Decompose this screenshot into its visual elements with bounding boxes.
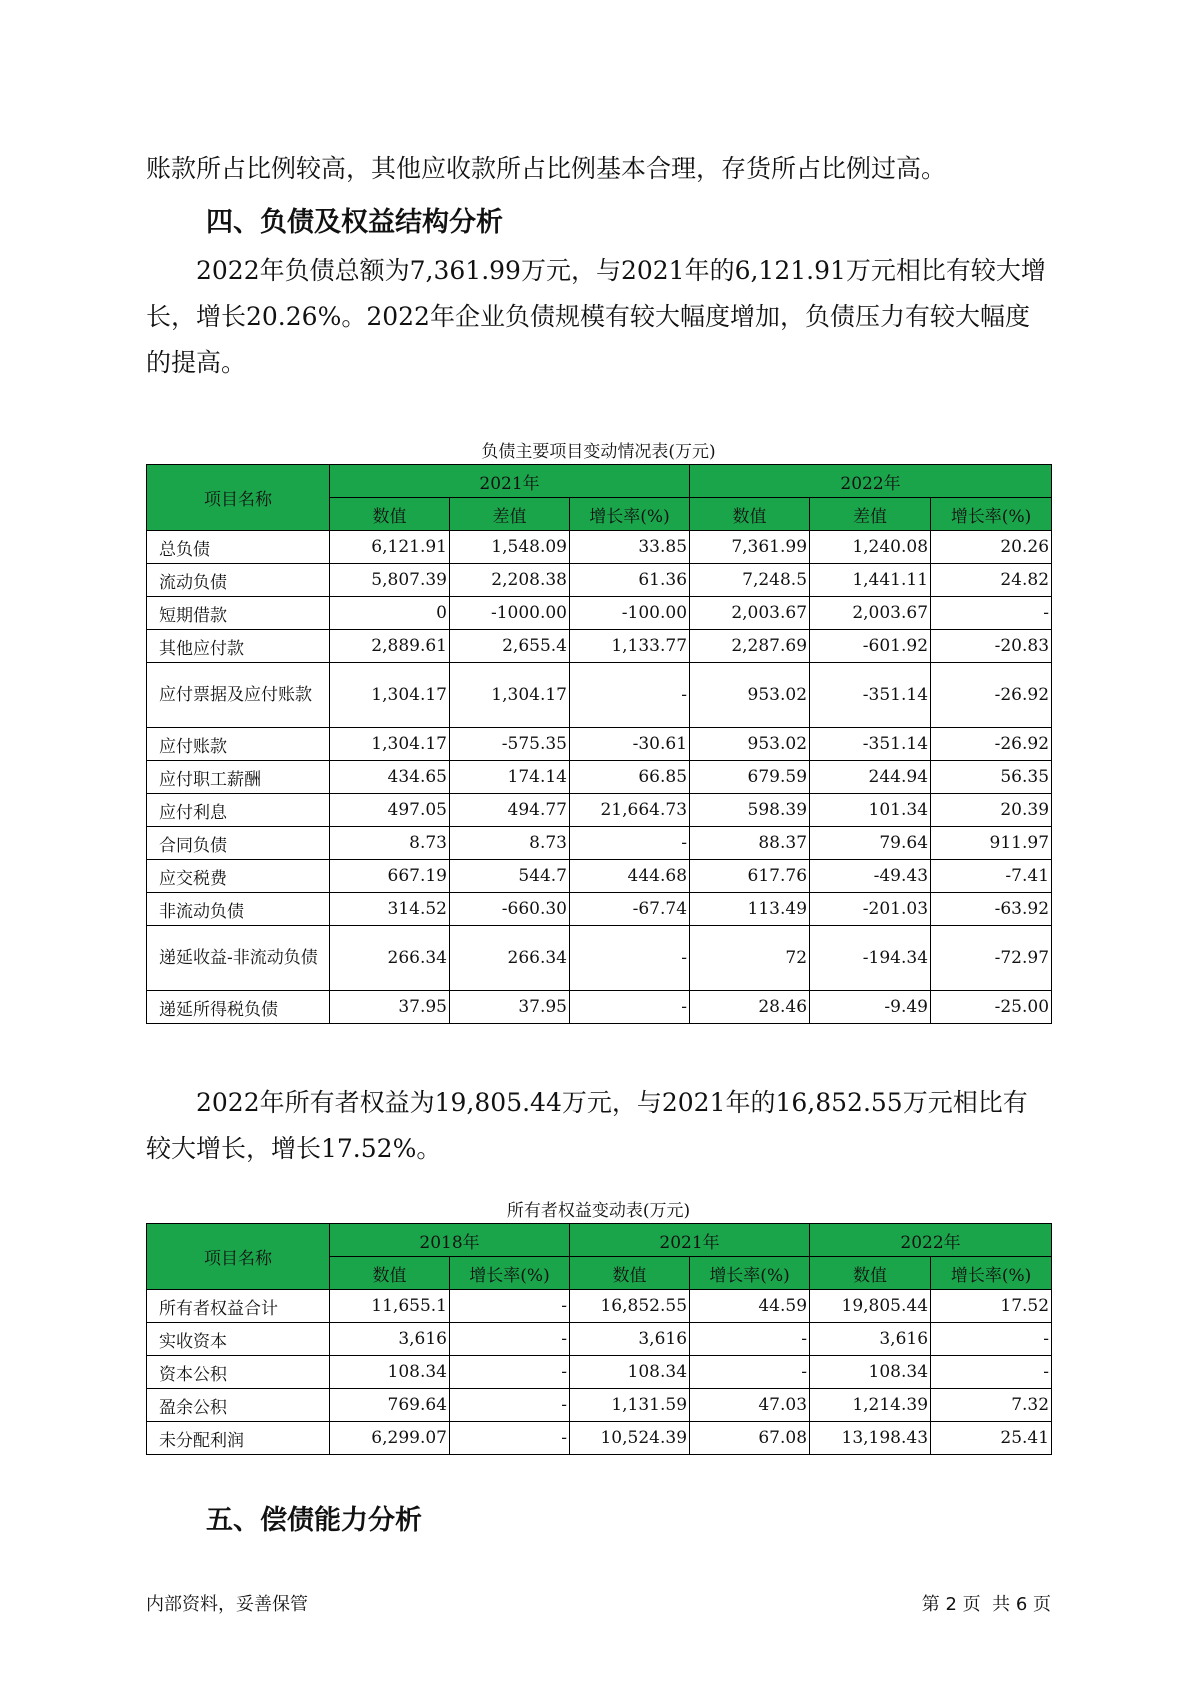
table-row (147, 1323, 1052, 1356)
row-label: 流动负债 (147, 564, 330, 597)
table-cell: - (931, 1356, 1052, 1389)
year-header: 2021年 (570, 1224, 810, 1257)
row-label: 短期借款 (147, 597, 330, 630)
table-cell: 17.52 (931, 1290, 1052, 1323)
table-cell: 21,664.73 (570, 794, 690, 827)
row-label: 合同负债 (147, 827, 330, 860)
table-cell: 37.95 (330, 991, 450, 1024)
table-cell: 10,524.39 (570, 1422, 690, 1455)
table-row (147, 1356, 1052, 1389)
year-header: 2022年 (690, 465, 1052, 498)
table-cell: - (690, 1356, 810, 1389)
table-cell: -25.00 (931, 991, 1052, 1024)
section-5-heading: 五、偿债能力分析 (206, 1505, 422, 1536)
table-cell: 434.65 (330, 761, 450, 794)
sub-header: 增长率(%) (931, 498, 1052, 531)
row-label: 应付利息 (147, 794, 330, 827)
table-cell: 37.95 (450, 991, 570, 1024)
table-cell: - (931, 597, 1052, 630)
row-label: 应付票据及应付账款 (147, 663, 330, 728)
year-header: 2018年 (330, 1224, 570, 1257)
table-cell: 444.68 (570, 860, 690, 893)
table-cell: 494.77 (450, 794, 570, 827)
table-cell: 2,003.67 (810, 597, 931, 630)
liability-summary-paragraph: 2022年负债总额为7,361.99万元，与2021年的6,121.91万元相比有较大增长，增长20.26%。2022年企业负债规模有较大幅度增加，负债压力有较大幅度的提高。 (146, 256, 1046, 377)
table-cell: 67.08 (690, 1422, 810, 1455)
table-cell: 617.76 (690, 860, 810, 893)
table-row (147, 564, 1052, 597)
table-cell: 61.36 (570, 564, 690, 597)
table-cell: 266.34 (330, 926, 450, 991)
table-cell: 769.64 (330, 1389, 450, 1422)
table-cell: 679.59 (690, 761, 810, 794)
sub-header: 数值 (330, 498, 450, 531)
equity-table-caption: 所有者权益变动表(万元) (506, 1201, 691, 1221)
table-cell: 0 (330, 597, 450, 630)
row-label: 非流动负债 (147, 893, 330, 926)
table-cell: - (931, 1323, 1052, 1356)
equity-table (146, 1223, 1052, 1455)
liability-table (146, 464, 1052, 1024)
table-cell: 2,208.38 (450, 564, 570, 597)
table-cell: 24.82 (931, 564, 1052, 597)
sub-header: 差值 (450, 498, 570, 531)
table-cell: 66.85 (570, 761, 690, 794)
row-label: 递延所得税负债 (147, 991, 330, 1024)
footer-confidential-note: 内部资料，妥善保管 (146, 1594, 308, 1615)
sub-header: 数值 (690, 498, 810, 531)
table-row (147, 531, 1052, 564)
table-cell: -26.92 (931, 728, 1052, 761)
table-cell: -1000.00 (450, 597, 570, 630)
table-cell: 5,807.39 (330, 564, 450, 597)
table-cell: 1,133.77 (570, 630, 690, 663)
table-cell: 3,616 (330, 1323, 450, 1356)
table-cell: -100.00 (570, 597, 690, 630)
row-label: 其他应付款 (147, 630, 330, 663)
table-cell: 25.41 (931, 1422, 1052, 1455)
table-cell: 667.19 (330, 860, 450, 893)
table-cell: 16,852.55 (570, 1290, 690, 1323)
table-cell: 8.73 (330, 827, 450, 860)
table-cell: - (450, 1389, 570, 1422)
table-cell: - (450, 1290, 570, 1323)
table-cell: 7,248.5 (690, 564, 810, 597)
table-cell: -9.49 (810, 991, 931, 1024)
sub-header: 增长率(%) (690, 1257, 810, 1290)
table-cell: 2,287.69 (690, 630, 810, 663)
table-cell: 1,131.59 (570, 1389, 690, 1422)
table-cell: -72.97 (931, 926, 1052, 991)
table-cell: -575.35 (450, 728, 570, 761)
table-cell: 7,361.99 (690, 531, 810, 564)
table-cell: 7.32 (931, 1389, 1052, 1422)
table-row (147, 1389, 1052, 1422)
table-cell: 598.39 (690, 794, 810, 827)
table-cell: 314.52 (330, 893, 450, 926)
table-cell: 108.34 (330, 1356, 450, 1389)
row-label: 应交税费 (147, 860, 330, 893)
row-label: 所有者权益合计 (147, 1290, 330, 1323)
table-cell: - (690, 1323, 810, 1356)
row-label: 未分配利润 (147, 1422, 330, 1455)
sub-header: 增长率(%) (931, 1257, 1052, 1290)
table-cell: - (570, 827, 690, 860)
table-cell: - (450, 1422, 570, 1455)
table-row (147, 630, 1052, 663)
table-cell: 1,441.11 (810, 564, 931, 597)
table-row (147, 761, 1052, 794)
row-label: 实收资本 (147, 1323, 330, 1356)
table-cell: 56.35 (931, 761, 1052, 794)
table-cell: 108.34 (570, 1356, 690, 1389)
sub-header: 数值 (330, 1257, 450, 1290)
table-cell: -351.14 (810, 663, 931, 728)
table-cell: 2,655.4 (450, 630, 570, 663)
table-cell: -194.34 (810, 926, 931, 991)
section-4-heading: 四、负债及权益结构分析 (206, 207, 503, 238)
table-cell: -49.43 (810, 860, 931, 893)
table-cell: 11,655.1 (330, 1290, 450, 1323)
table-row (147, 728, 1052, 761)
table-cell: 6,121.91 (330, 531, 450, 564)
table-row (147, 827, 1052, 860)
table-row (147, 893, 1052, 926)
table-cell: 497.05 (330, 794, 450, 827)
row-label: 应付职工薪酬 (147, 761, 330, 794)
table-cell: -660.30 (450, 893, 570, 926)
table-cell: 28.46 (690, 991, 810, 1024)
table-cell: 1,304.17 (330, 728, 450, 761)
row-label: 资本公积 (147, 1356, 330, 1389)
table-cell: 88.37 (690, 827, 810, 860)
table-cell: -30.61 (570, 728, 690, 761)
sub-header: 增长率(%) (450, 1257, 570, 1290)
table-cell: 174.14 (450, 761, 570, 794)
table-cell: -601.92 (810, 630, 931, 663)
row-label: 应付账款 (147, 728, 330, 761)
table-cell: - (570, 663, 690, 728)
table-row (147, 1422, 1052, 1455)
table-cell: 8.73 (450, 827, 570, 860)
table-cell: 19,805.44 (810, 1290, 931, 1323)
year-header: 2021年 (330, 465, 690, 498)
table-cell: - (570, 926, 690, 991)
table-cell: -26.92 (931, 663, 1052, 728)
intro-line: 账款所占比例较高，其他应收款所占比例基本合理，存货所占比例过高。 (146, 154, 947, 183)
table-cell: 20.39 (931, 794, 1052, 827)
table-cell: 244.94 (810, 761, 931, 794)
sub-header: 数值 (810, 1257, 931, 1290)
sub-header: 增长率(%) (570, 498, 690, 531)
table-cell: 3,616 (810, 1323, 931, 1356)
table-cell: 113.49 (690, 893, 810, 926)
table-row (147, 597, 1052, 630)
sub-header: 差值 (810, 498, 931, 531)
item-name-header: 项目名称 (147, 1224, 330, 1290)
table-cell: 33.85 (570, 531, 690, 564)
table-cell: 101.34 (810, 794, 931, 827)
table-cell: 44.59 (690, 1290, 810, 1323)
table-cell: -351.14 (810, 728, 931, 761)
liability-table-caption: 负债主要项目变动情况表(万元) (481, 442, 716, 462)
table-row (147, 794, 1052, 827)
table-cell: -63.92 (931, 893, 1052, 926)
table-cell: 1,304.17 (450, 663, 570, 728)
table-cell: 1,240.08 (810, 531, 931, 564)
table-cell: -201.03 (810, 893, 931, 926)
item-name-header: 项目名称 (147, 465, 330, 531)
table-row (147, 663, 1052, 728)
table-row (147, 860, 1052, 893)
table-cell: 2,889.61 (330, 630, 450, 663)
table-cell: 1,548.09 (450, 531, 570, 564)
table-row (147, 926, 1052, 991)
sub-header: 数值 (570, 1257, 690, 1290)
table-cell: -7.41 (931, 860, 1052, 893)
year-header: 2022年 (810, 1224, 1052, 1257)
table-cell: 13,198.43 (810, 1422, 931, 1455)
row-label: 盈余公积 (147, 1389, 330, 1422)
table-cell: - (450, 1323, 570, 1356)
table-cell: 108.34 (810, 1356, 931, 1389)
equity-summary-paragraph: 2022年所有者权益为19,805.44万元，与2021年的16,852.55万元相比有较大增长，增长17.52%。 (146, 1088, 1028, 1163)
table-cell: -67.74 (570, 893, 690, 926)
table-cell: 72 (690, 926, 810, 991)
table-cell: - (450, 1356, 570, 1389)
table-cell: -20.83 (931, 630, 1052, 663)
table-cell: 79.64 (810, 827, 931, 860)
table-cell: 266.34 (450, 926, 570, 991)
row-label: 递延收益-非流动负债 (147, 926, 330, 991)
table-cell: - (570, 991, 690, 1024)
table-cell: 1,214.39 (810, 1389, 931, 1422)
table-cell: 911.97 (931, 827, 1052, 860)
table-cell: 953.02 (690, 663, 810, 728)
table-cell: 1,304.17 (330, 663, 450, 728)
table-cell: 47.03 (690, 1389, 810, 1422)
table-cell: 20.26 (931, 531, 1052, 564)
table-cell: 3,616 (570, 1323, 690, 1356)
table-cell: 953.02 (690, 728, 810, 761)
table-row (147, 991, 1052, 1024)
table-cell: 544.7 (450, 860, 570, 893)
row-label: 总负债 (147, 531, 330, 564)
footer-page-number: 第 2 页 共 6 页 (921, 1594, 1051, 1615)
table-cell: 6,299.07 (330, 1422, 450, 1455)
table-row (147, 1290, 1052, 1323)
table-cell: 2,003.67 (690, 597, 810, 630)
